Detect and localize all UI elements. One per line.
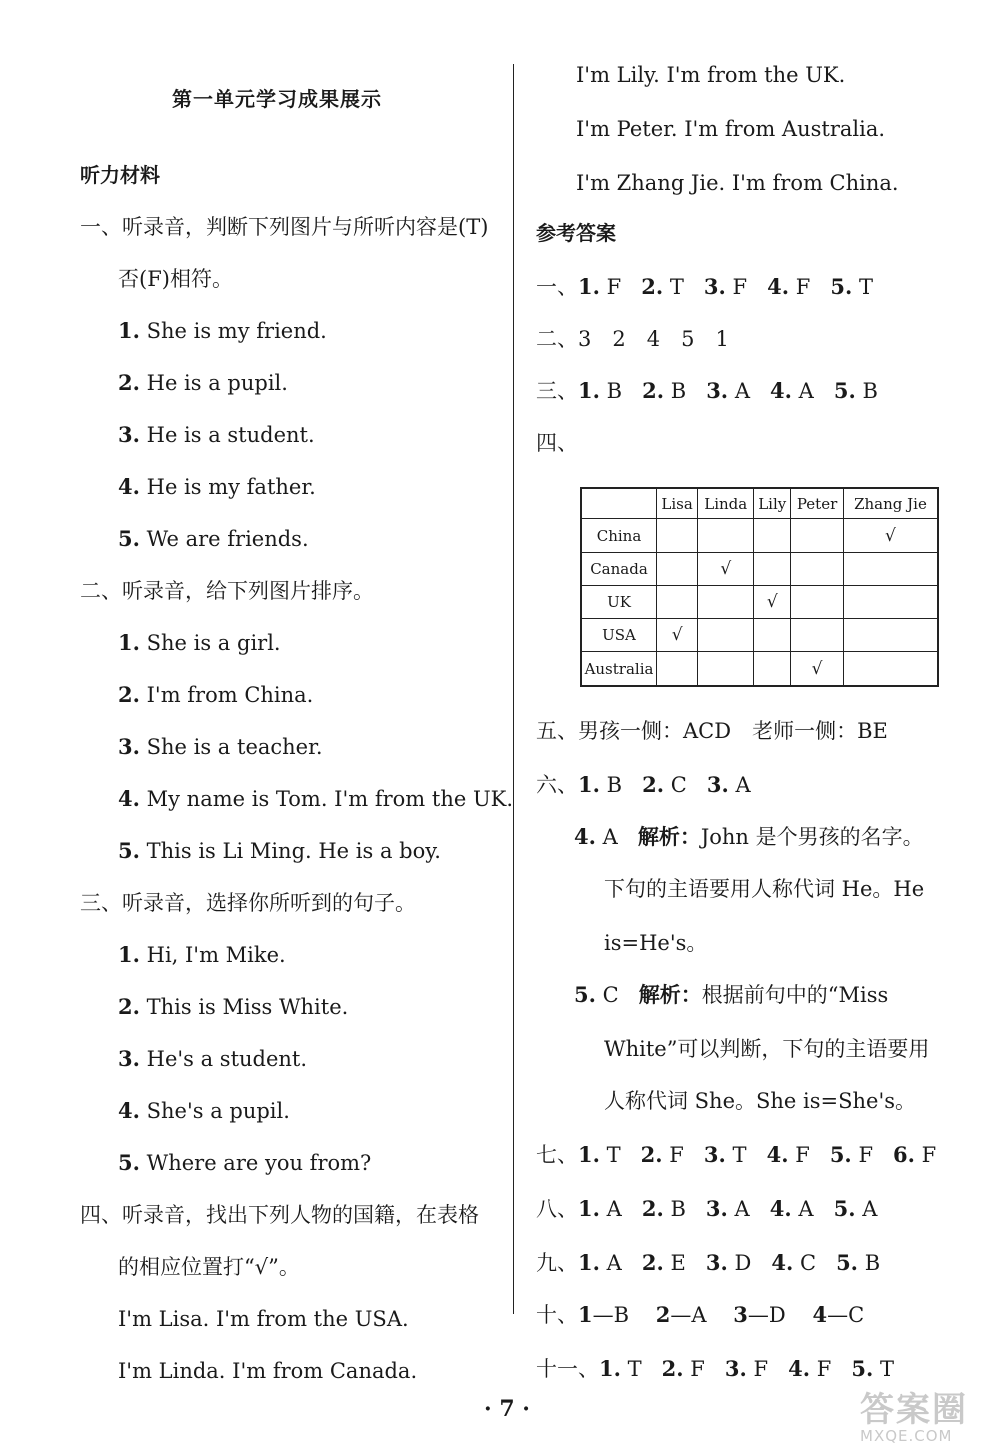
table-row bbox=[581, 585, 938, 618]
table-cell bbox=[843, 585, 938, 618]
watermark-logo bbox=[860, 1382, 968, 1445]
table-column-header: Linda bbox=[698, 488, 754, 519]
column-divider bbox=[513, 64, 514, 1314]
table-cell bbox=[791, 585, 844, 618]
q4-line: I'm Peter. I'm from Australia. bbox=[576, 117, 886, 141]
table-column-header: Lily bbox=[754, 488, 791, 519]
table-column-header: Zhang Jie bbox=[843, 488, 938, 519]
page-number: · 7 · bbox=[484, 1396, 530, 1422]
table-cell bbox=[843, 652, 938, 686]
q1-item: 5. We are friends. bbox=[118, 526, 309, 551]
watermark-main: 答案圈 bbox=[860, 1390, 968, 1430]
answer-6-note-4-line2: 下句的主语要用人称代词 He。He bbox=[604, 877, 925, 901]
answer-row-7: 七、1. T 2. F 3. T 4. F 5. F 6. F bbox=[536, 1142, 937, 1167]
q4-instruction-line2: 的相应位置打“√”。 bbox=[118, 1255, 300, 1279]
table-cell bbox=[754, 619, 791, 652]
q4-line: I'm Linda. I'm from Canada. bbox=[118, 1359, 418, 1383]
table-cell bbox=[754, 552, 791, 585]
q4-instruction-line1: 四、听录音，找出下列人物的国籍，在表格 bbox=[80, 1203, 479, 1227]
table-column-header: Lisa bbox=[657, 488, 698, 519]
q1-instruction-line1: 一、听录音，判断下列图片与所听内容是(T) bbox=[80, 215, 489, 239]
q2-item: 5. This is Li Ming. He is a boy. bbox=[118, 838, 441, 863]
table-cell bbox=[843, 552, 938, 585]
table-cell bbox=[698, 652, 754, 686]
table-row-header: China bbox=[581, 519, 657, 552]
answer-row-11: 十一、1. T 2. F 3. F 4. F 5. T bbox=[536, 1356, 895, 1381]
table-cell: √ bbox=[698, 552, 754, 585]
q3-item: 5. Where are you from? bbox=[118, 1150, 372, 1175]
q1-item: 1. She is my friend. bbox=[118, 318, 327, 343]
answer-6-note-4: 4. A 解析：John 是个男孩的名字。 bbox=[574, 824, 924, 849]
q2-item: 1. She is a girl. bbox=[118, 630, 281, 655]
table-row-header: USA bbox=[581, 619, 657, 652]
q1-item: 2. He is a pupil. bbox=[118, 370, 288, 395]
q3-instruction: 三、听录音，选择你所听到的句子。 bbox=[80, 891, 416, 915]
q4-line: I'm Lily. I'm from the UK. bbox=[576, 63, 846, 87]
table-corner-cell bbox=[581, 488, 657, 519]
table-cell: √ bbox=[657, 619, 698, 652]
answer-row-9: 九、1. A 2. E 3. D 4. C 5. B bbox=[536, 1250, 881, 1275]
q3-item: 3. He's a student. bbox=[118, 1046, 308, 1071]
table-cell bbox=[698, 519, 754, 552]
q4-line: I'm Lisa. I'm from the USA. bbox=[118, 1307, 409, 1331]
answer-row-5: 五、男孩一侧：ACD 老师一侧：BE bbox=[536, 719, 888, 743]
q2-instruction: 二、听录音，给下列图片排序。 bbox=[80, 579, 374, 603]
table-cell bbox=[791, 519, 844, 552]
table-cell: √ bbox=[791, 652, 844, 686]
answer-row-10: 十、1—B 2—A 3—D 4—C bbox=[536, 1302, 865, 1327]
q2-item: 3. She is a teacher. bbox=[118, 734, 323, 759]
q4-line: I'm Zhang Jie. I'm from China. bbox=[576, 171, 899, 195]
q3-item: 4. She's a pupil. bbox=[118, 1098, 290, 1123]
answer-6-note-4-line3: is=He's。 bbox=[604, 931, 708, 955]
table-row-header: UK bbox=[581, 585, 657, 618]
table-cell bbox=[657, 519, 698, 552]
answers-heading: 参考答案 bbox=[536, 221, 616, 245]
table-row bbox=[581, 652, 938, 686]
nationality-table bbox=[580, 487, 939, 687]
table-cell bbox=[698, 619, 754, 652]
table-row-header: Canada bbox=[581, 552, 657, 585]
answer-6-note-5-line3: 人称代词 She。She is=She's。 bbox=[604, 1089, 917, 1113]
q2-item: 4. My name is Tom. I'm from the UK. bbox=[118, 786, 514, 811]
q1-instruction-line2: 否(F)相符。 bbox=[118, 267, 233, 291]
table-cell bbox=[754, 519, 791, 552]
table-cell bbox=[657, 585, 698, 618]
q2-item: 2. I'm from China. bbox=[118, 682, 314, 707]
table-row bbox=[581, 619, 938, 652]
table-header-row bbox=[581, 488, 938, 519]
table-cell: √ bbox=[754, 585, 791, 618]
watermark-url: MXQE.COM bbox=[860, 1427, 953, 1445]
table-cell bbox=[791, 619, 844, 652]
table-row bbox=[581, 552, 938, 585]
answer-row-1: 一、1. F 2. T 3. F 4. F 5. T bbox=[536, 274, 874, 299]
table-column-header: Peter bbox=[791, 488, 844, 519]
table-row-header: Australia bbox=[581, 652, 657, 686]
table-cell bbox=[843, 619, 938, 652]
answer-row-4: 四、 bbox=[536, 431, 578, 455]
table-cell bbox=[657, 652, 698, 686]
answer-row-2: 二、3 2 4 5 1 bbox=[536, 327, 729, 351]
answer-row-8: 八、1. A 2. B 3. A 4. A 5. A bbox=[536, 1196, 878, 1221]
page-title: 第一单元学习成果展示 bbox=[172, 87, 382, 111]
answer-row-6: 六、1. B 2. C 3. A bbox=[536, 772, 751, 797]
table-row bbox=[581, 519, 938, 552]
table-cell: √ bbox=[843, 519, 938, 552]
table-cell bbox=[791, 552, 844, 585]
answer-6-note-5: 5. C 解析：根据前句中的“Miss bbox=[574, 982, 889, 1007]
q3-item: 1. Hi, I'm Mike. bbox=[118, 942, 286, 967]
answer-6-note-5-line2: White”可以判断，下句的主语要用 bbox=[604, 1037, 930, 1061]
table-cell bbox=[657, 552, 698, 585]
q1-item: 4. He is my father. bbox=[118, 474, 316, 499]
q3-item: 2. This is Miss White. bbox=[118, 994, 349, 1019]
q1-item: 3. He is a student. bbox=[118, 422, 315, 447]
table-cell bbox=[754, 652, 791, 686]
table-cell bbox=[698, 585, 754, 618]
answer-row-3: 三、1. B 2. B 3. A 4. A 5. B bbox=[536, 378, 878, 403]
listening-heading: 听力材料 bbox=[80, 163, 160, 187]
